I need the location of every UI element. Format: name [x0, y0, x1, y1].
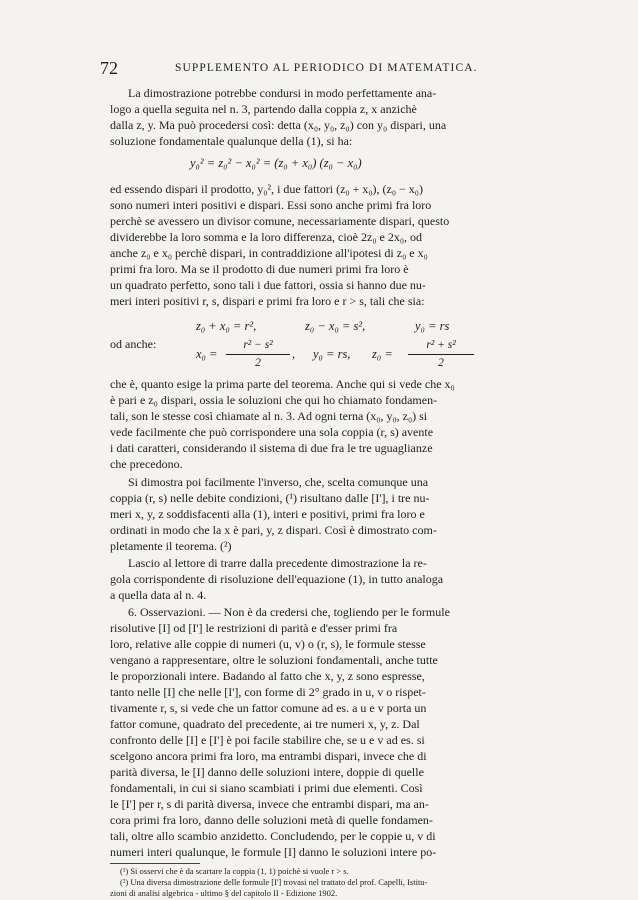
body-line: le [I'] per r, s di parità diversa, invece che entrambi dispari, ma an- [110, 797, 429, 811]
body-line: scelgono ancora primi fra loro, ma entrambi dispari, invece che di [110, 749, 427, 763]
body-line: dividerebbe la loro somma e la loro differenza, cioè 2z₀ e 2x₀, od [110, 230, 423, 244]
body-line: tali, son le stesse così chiamate al n. 3. Ad ogni terna (x₀, y₀, z₀) si [110, 409, 428, 423]
body-line: cora primi fra loro, danno delle soluzioni metà di quelle fondamen- [110, 813, 433, 827]
body-line: vengano a rappresentare, oltre le soluzioni fondamentali, anche tutte [110, 653, 438, 667]
body-line: è pari e z₀ dispari, ossia le soluzioni che qui ho chiamato fondamen- [110, 393, 438, 407]
body-line: anche z₀ e x₀ perchè dispari, in contraddizione all'ipotesi di z₀ e x₀ [110, 246, 428, 260]
footnote-separator [110, 863, 200, 864]
body-line: a quella data al n. 4. [110, 588, 207, 602]
x0-numerator: r² − s² [243, 339, 273, 351]
body-line: parità diversa, le [I] danno delle soluzioni intere, doppie di quelle [110, 765, 424, 779]
body-line: loro, relative alle coppie di numeri (u, v) o (r, s), le formule stesse [110, 637, 426, 651]
page-number: 72 [100, 58, 118, 78]
y0-equation: y₀ = rs, [313, 347, 351, 361]
body-line: fondamentali, in cui si siano scambiati i primi due elementi. Così [110, 781, 423, 795]
body-line: ed essendo dispari il prodotto, y₀², i due fattori (z₀ + x₀), (z₀ − x₀) [110, 182, 423, 196]
z0-numerator: r² + s² [426, 339, 456, 351]
body-line: tali, oltre allo scambio anzidetto. Concludendo, per le coppie u, v di [110, 829, 436, 843]
section-heading-line: 6. Osservazioni. — Non è da credersi che, togliendo per le formule [128, 605, 450, 619]
equation-2a: z₀ + x₀ = r², [196, 319, 257, 333]
body-line: logo a quella seguita nel n. 3, partendo dalla coppia z, x anzichè [110, 102, 417, 116]
body-line: coppia (r, s) nelle debite condizioni, (¹) risultano dalle [I'], i tre nu- [110, 491, 430, 505]
body-line: le proporzionali intere. Badando al fatto che x, y, z sono espresse, [110, 669, 425, 683]
running-title: SUPPLEMENTO AL PERIODICO DI MATEMATICA. [175, 62, 478, 74]
x0-lhs: x₀ = [196, 347, 218, 361]
body-line: numeri interi qualunque, le formule [I] danno le soluzioni intere po- [110, 845, 437, 859]
body-line: meri interi positivi r, s, dispari e primi fra loro e r > s, tali che sia: [110, 294, 425, 308]
body-line: fattor comune, quadrato del precedente, ai tre numeri x, y, z. Dal [110, 717, 420, 731]
body-line: soluzione fondamentale qualunque della (1), si ha: [110, 134, 353, 148]
body-line: sono numeri interi positivi e dispari. Essi sono anche primi fra loro [110, 198, 432, 212]
x0-comma: , [292, 347, 296, 361]
body-line: Si dimostra poi facilmente l'inverso, che, scelta comunque una [128, 475, 429, 489]
body-line: perchè se avessero un divisor comune, necessariamente dispari, questo [110, 214, 450, 228]
x0-denominator: 2 [255, 357, 261, 369]
body-line: tivamente r, s, si vede che un fattor comune ad es. a u e v porta un [110, 701, 427, 715]
body-line: ordinati in modo che la x è pari, y, z dispari. Così è dimostrato com- [110, 523, 437, 537]
body-line: gola corrispondente di risoluzione dell'equazione (1), in tutto analoga [110, 572, 444, 586]
body-line: Lascio al lettore di trarre dalla precedente dimostrazione la re- [128, 556, 427, 570]
body-line: primi fra loro. Ma se il prodotto di due numeri primi fra loro è [110, 262, 409, 276]
od-anche-label: od anche: [110, 337, 157, 351]
equation-1: y₀² = z₀² − x₀² = (z₀ + x₀) (z₀ − x₀) [190, 156, 362, 170]
equation-2b: z₀ − x₀ = s², [305, 319, 366, 333]
footnote-1: (¹) Si osservi che è da scartare la coppia (1, 1) poichè si vuole r > s. [120, 866, 349, 876]
body-line: La dimostrazione potrebbe condursi in modo perfettamente ana- [128, 86, 437, 100]
body-line: un quadrato perfetto, sono tali i due fattori, ossia si hanno due nu- [110, 278, 426, 292]
z0-fraction-bar [408, 354, 474, 355]
footnote-2: (²) Una diversa dimostrazione delle formule [I'] trovasi nel trattato del prof. Capelli, Istitu- [120, 877, 428, 887]
body-line: dalla z, y. Ma può procedersi così: detta (x₀, y₀, z₀) con y₀ dispari, una [110, 118, 447, 132]
x0-fraction-bar [226, 354, 290, 355]
body-line: che precedono. [110, 457, 183, 471]
body-line: i dati caratteri, considerando il sistema di due fra le tre uguaglianze [110, 441, 433, 455]
equation-2c: y₀ = rs [415, 319, 450, 333]
body-line: che è, quanto esige la prima parte del teorema. Anche qui si vede che x₀ [110, 377, 455, 391]
body-line: pletamente il teorema. (²) [110, 539, 232, 553]
body-line: meri x, y, z soddisfacenti alla (1), interi e positivi, primi fra loro e [110, 507, 425, 521]
body-line: tanto nelle [I] che nelle [I'], con forme di 2° grado in u, v o rispet- [110, 685, 426, 699]
z0-lhs: z₀ = [372, 347, 393, 361]
body-line: risolutive [I] od [I'] le restrizioni di parità e d'esser primi fra [110, 621, 398, 635]
body-line: vede facilmente che può corrispondere una sola coppia (r, s) avente [110, 425, 434, 439]
z0-denominator: 2 [438, 357, 444, 369]
body-line: confronto delle [I] e [I'] è poi facile stabilire che, se u e v ad es. si [110, 733, 425, 747]
footnote-2-cont: zioni di analisi algebrica - ultimo § del capitolo II - Edizione 1902. [110, 888, 338, 898]
